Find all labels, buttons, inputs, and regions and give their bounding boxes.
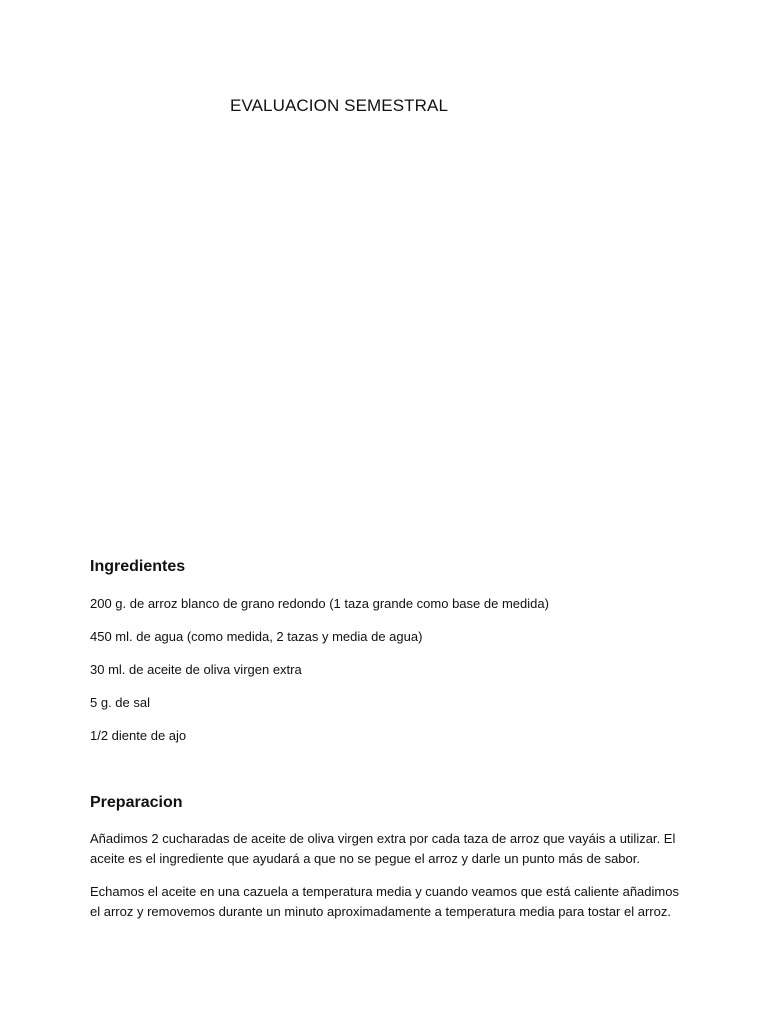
ingredient-item: 200 g. de arroz blanco de grano redondo (1 taza grande como base de medida) xyxy=(90,596,549,611)
preparation-paragraph: Añadimos 2 cucharadas de aceite de oliva virgen extra por cada taza de arroz que vayáis a utilizar. El aceite es el ingrediente que ayudará a que no se pegue el arroz y darle un punto más de sabor. xyxy=(90,831,676,866)
document-title: EVALUACION SEMESTRAL xyxy=(230,96,449,115)
ingredient-item: 30 ml. de aceite de oliva virgen extra xyxy=(90,662,302,677)
preparation-heading: Preparacion xyxy=(90,794,183,811)
ingredient-item: 5 g. de sal xyxy=(90,695,150,710)
ingredient-list xyxy=(90,595,549,760)
ingredient-item: 450 ml. de agua (como medida, 2 tazas y media de agua) xyxy=(90,629,423,644)
preparation-paragraph: Echamos el aceite en una cazuela a temperatura media y cuando veamos que está caliente añadimos el arroz y removemos durante un minuto aproximadamente a temperatura media para tostar el arroz. xyxy=(90,884,679,919)
ingredient-item: 1/2 diente de ajo xyxy=(90,728,187,743)
ingredients-heading: Ingredientes xyxy=(90,558,186,575)
